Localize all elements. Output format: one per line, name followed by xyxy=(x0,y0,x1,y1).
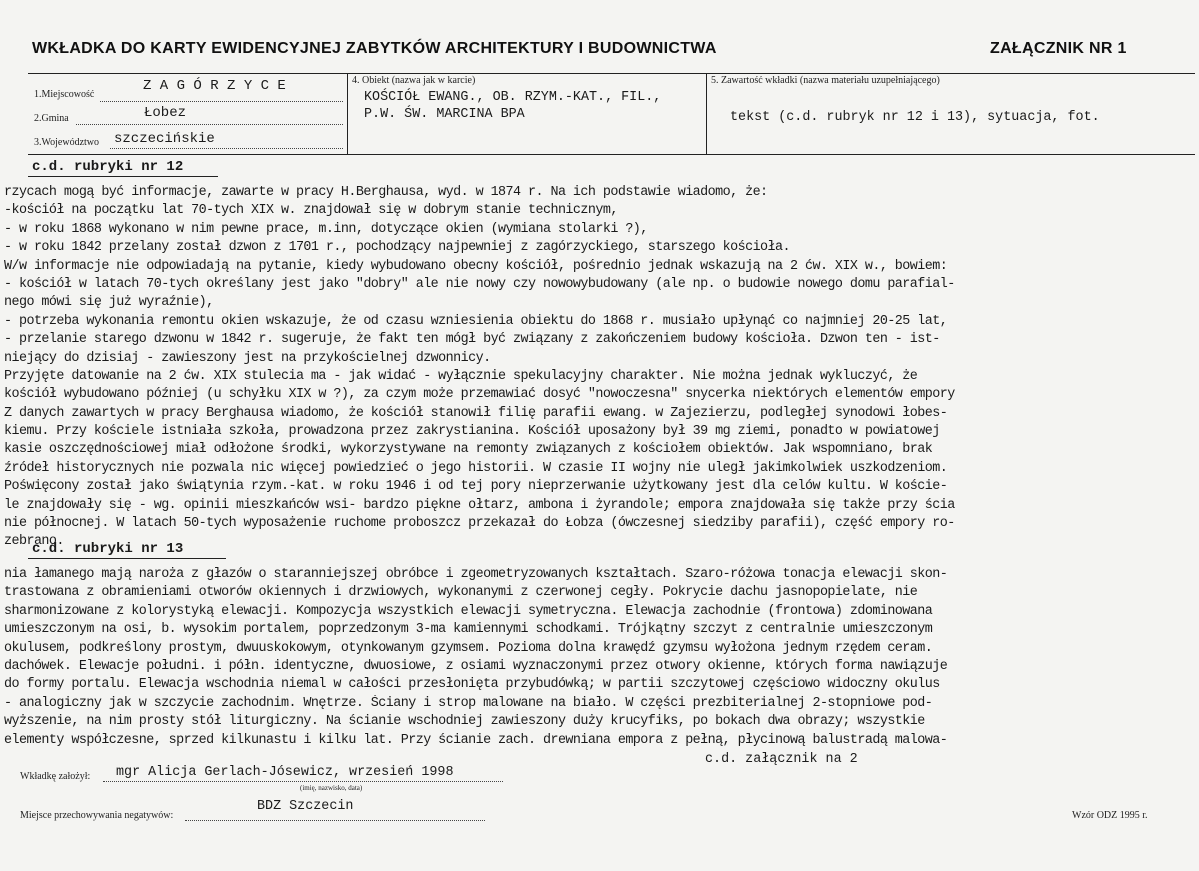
box-top-border xyxy=(28,73,1195,74)
text-line: dachówek. Elewacje południ. i półn. identyczne, dwuosiowe, z osiami wyznaczonymi przez otwory okienne, których forma nawiązuje xyxy=(4,658,948,674)
text-line: - kościół w latach 70-tych określany jest jako "dobry" ale nie nowy czy nowowybudowany (ale np. o budowie nowego domu parafial- xyxy=(4,276,955,292)
text-line: nie północnej. W latach 50-tych wyposażenie ruchome proboszcz przekazał do Łobza (ówczesnej siedziby parafii), część empory ro- xyxy=(4,516,955,532)
object-label: 4. Obiekt (nazwa jak w karcie) xyxy=(352,75,476,86)
form-title: WKŁADKA DO KARTY EWIDENCYJNEJ ZABYTKÓW ARCHITEKTURY I BUDOWNICTWA xyxy=(32,40,717,57)
text-line: wyższenie, na nim prosty stół liturgiczny. Na ścianie wschodniej zawieszony duży krucyfiks, po bokach dwa obrazy; wszystkie xyxy=(4,714,925,730)
author-label: Wkładkę założył: xyxy=(20,771,91,782)
text-line: zebrano. xyxy=(4,534,64,550)
text-line: trastowana z obramieniami otworów okiennych i drzwiowych, wykonanymi z czerwonej cegły. Pokrycie dachu jasnopopielate, nie xyxy=(4,585,918,601)
continuation-note: c.d. załącznik na 2 xyxy=(705,752,858,767)
location-dotted-line xyxy=(100,101,343,102)
text-line: sharmonizowane z kolorystyką elewacji. Kompozycja wszystkich elewacji symetryczna. Elewacja zachodnie (frontowa) zdominowana xyxy=(4,603,933,619)
section12-body xyxy=(4,184,1196,552)
text-line: - potrzeba wykonania remontu okien wskazuje, że od czasu wzniesienia obiektu do 1868 r. musiało upłynąć co najmniej 20-25 lat, xyxy=(4,313,948,329)
storage-value: BDZ Szczecin xyxy=(257,799,354,814)
text-line: - w roku 1842 przelany został dzwon z 1701 r., pochodzący najpewniej z zagórzyckiego, starszego kościoła. xyxy=(4,240,790,256)
box-bottom-border xyxy=(28,154,1195,155)
text-line: Z danych zawartych w pracy Berghausa wiadomo, że kościół stanowił filię parafii ewang. w Zajezierzu, podległej synodowi łobes- xyxy=(4,405,948,421)
form-id: Wzór ODZ 1995 r. xyxy=(1072,810,1148,821)
text-line: Poświęcony został jako świątynia rzym.-kat. w roku 1946 i od tej pory nieprzerwanie użytkowany jest dla celów kultu. W koście- xyxy=(4,479,948,495)
section13-body xyxy=(4,566,1196,750)
text-line: umieszczonym na osi, b. wysokim portalem, poprzedzonym 3-ma kamiennymi schodkami. Trójkątny szczyt z centralnie umieszczonym xyxy=(4,622,933,638)
storage-label: Miejsce przechowywania negatywów: xyxy=(20,810,174,821)
text-line: elementy współczesne, sprzed kilkunastu i kilku lat. Przy ścianie zach. drewniana empora z pełną, płycinową balustradą malowa- xyxy=(4,732,948,748)
text-line: - w roku 1868 wykonano w nim pewne prace, m.inn, dotyczące okien (wymiana stolarki ?), xyxy=(4,221,648,237)
text-line: rzycach mogą być informacje, zawarte w pracy H.Berghausa, wyd. w 1874 r. Na ich podstawie wiadomo, że: xyxy=(4,185,768,200)
text-line: le znajdowały się - wg. opinii mieszkańców wsi- bardzo piękne ołtarz, ambona i żyrandole; empora znajdowała się także przy ścia xyxy=(4,497,955,513)
text-line: niejący do dzisiaj - zawieszony jest na przykościelnej dzwonnicy. xyxy=(4,350,491,366)
text-line: kościół wybudowano później (u schyłku XIX w ?), za czym może przemawiać dosyć "nowoczesna" snycerka niektórych elementów empory xyxy=(4,387,955,403)
location-value: Z A G Ó R Z Y C E xyxy=(143,78,286,94)
text-line: okulusem, podkreślony prostym, dwuuskokowym, otynkowanym gzymsem. Pozioma dolna krawędź gzymsu wyłożona jednym rzędem ceram. xyxy=(4,640,933,656)
voivodeship-dotted-line xyxy=(110,148,343,149)
box-divider-1 xyxy=(347,73,348,154)
author-value: mgr Alicja Gerlach-Jósewicz, wrzesień 1998 xyxy=(116,765,454,780)
text-line: - przelanie starego dzwonu w 1842 r. sugeruje, że fakt ten mógł być związany z zakończeniem budowy kościoła. Dzwon ten - ist- xyxy=(4,332,940,348)
gmina-value: Łobez xyxy=(144,105,187,121)
text-line: kasie oszczędnościowej miał odłożone środki, wykorzystywane na remonty związanych z kościołem obiektów. Jak wspomniano, brak xyxy=(4,442,933,458)
location-label: 1.Miejscowość xyxy=(34,89,95,100)
author-hint: (imię, nazwisko, data) xyxy=(300,784,363,792)
storage-dotted-line xyxy=(185,820,485,821)
section12-heading-underline xyxy=(28,176,218,177)
text-line: do formy portalu. Elewacja wschodnia niemal w całości przesłonięta przybudówką; w partii szczytowej częściowo widoczny okulus xyxy=(4,677,940,693)
text-line: W/w informacje nie odpowiadają na pytanie, kiedy wybudowano obecny kościół, pośrednio jednak wskazują na 2 ćw. XIX w., bowiem: xyxy=(4,258,948,274)
text-line: nego mówi się już wyraźnie), xyxy=(4,295,214,311)
section13-heading-underline xyxy=(28,558,226,559)
text-line: kiemu. Przy kościele istniała szkoła, prowadzona przez zakrystianina. Kościół uposażony był 39 mg ziemi, ponadto w powiatowej xyxy=(4,424,940,440)
object-value-line1: KOŚCIÓŁ EWANG., OB. RZYM.-KAT., FIL., xyxy=(364,90,662,105)
section13-heading: c.d. rubryki nr 13 xyxy=(32,541,184,557)
text-line: -kościół na początku lat 70-tych XIX w. znajdował się w dobrym stanie technicznym, xyxy=(4,203,618,219)
box-divider-2 xyxy=(706,73,707,154)
gmina-dotted-line xyxy=(76,124,343,125)
voivodeship-label: 3.Województwo xyxy=(34,137,100,148)
attachment-number: ZAŁĄCZNIK NR 1 xyxy=(990,40,1127,57)
voivodeship-value: szczecińskie xyxy=(114,131,215,147)
section12-heading: c.d. rubryki nr 12 xyxy=(32,159,184,175)
gmina-label: 2.Gmina xyxy=(34,113,69,124)
object-value-line2: P.W. ŚW. MARCINA BPA xyxy=(364,107,525,122)
text-line: - analogiczny jak w szczycie zachodnim. Wnętrze. Ściany i strop malowane na biało. W części prezbiterialnej 2-stopniowe pod- xyxy=(4,695,933,711)
content-label: 5. Zawartość wkładki (nazwa materiału uzupełniającego) xyxy=(711,75,940,86)
text-line: nia łamanego mają naroża z głazów o staranniejszej obróbce i zgeometryzowanych kształtach. Szaro-różowa tonacja elewacji skon- xyxy=(4,567,948,582)
content-value: tekst (c.d. rubryk nr 12 i 13), sytuacja, fot. xyxy=(730,110,1100,125)
text-line: Przyjęte datowanie na 2 ćw. XIX stulecia ma - jak widać - wyłącznie spekulacyjny charakter. Nie można jednak wykluczyć, że xyxy=(4,368,918,384)
author-dotted-line xyxy=(103,781,503,782)
text-line: źródeł historycznych nie pozwala nic więcej powiedzieć o jego historii. W czasie II wojny nie uległ jakimkolwiek uszkodzeniom. xyxy=(4,460,948,476)
